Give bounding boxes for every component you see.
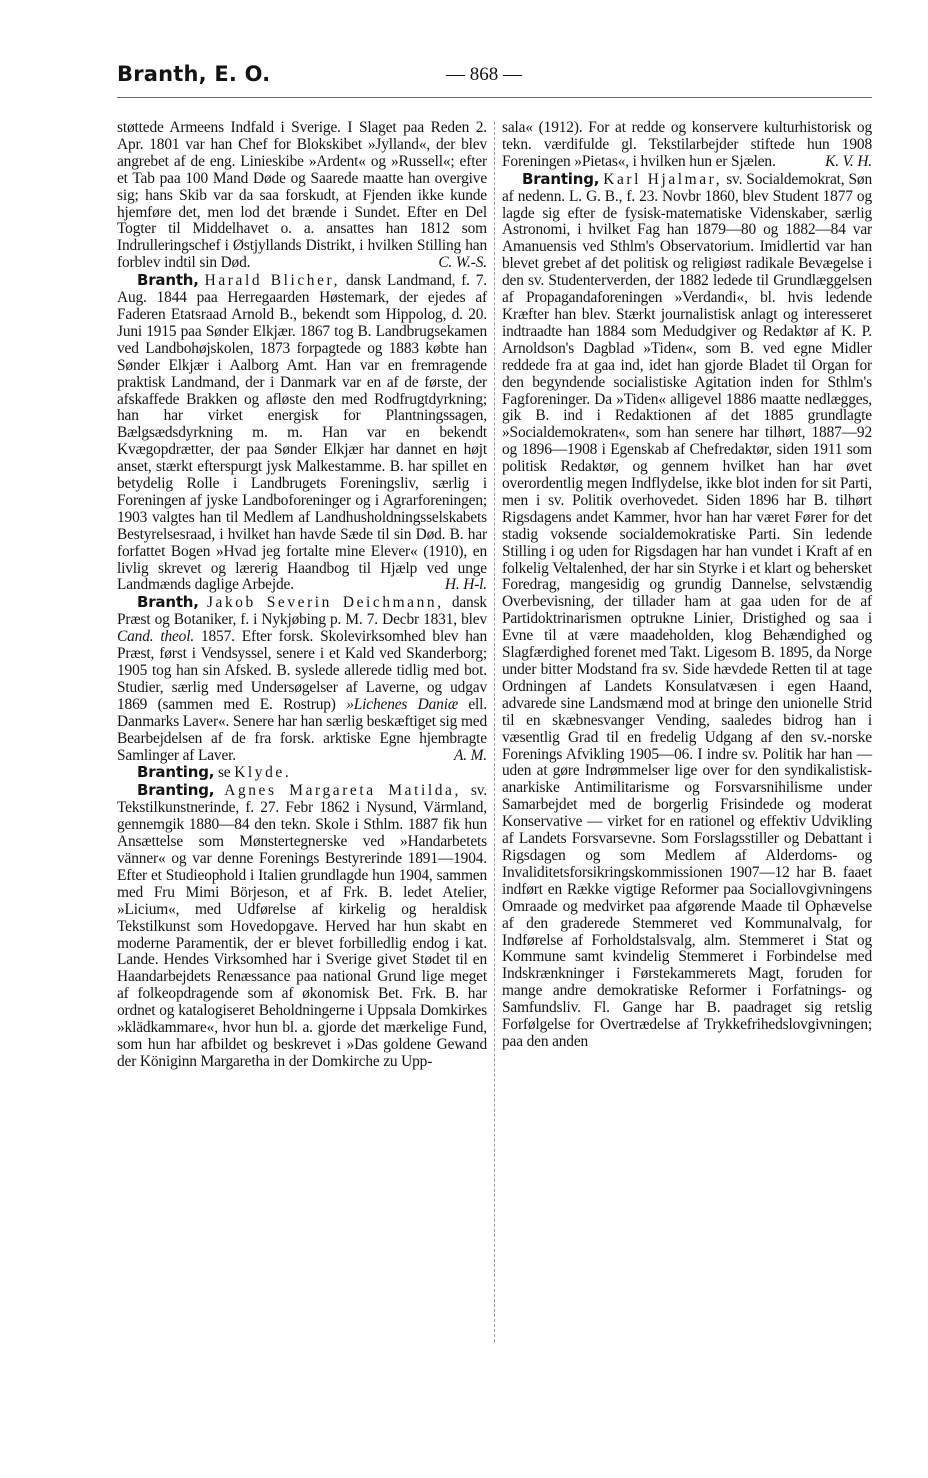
entry-text: sv. Tekstilkunstnerinde, f. 27. Febr 1862 i Nysund, Värmland, gennemgik 1880—84 den tekn. Skole i Sthlm. 1887 fik hun Ansættelse som Mønstertegnerske ved »Handarbetets vänner« og var denne Forenings Bestyrerinde 1891—1904. Efter et Studieophold i Italien grundlagde hun 1904, sammen med Fru Mimi Börjeson, et af Frk. B. ledet Atelier, »Licium«, med Udførelse af kirkelig og heraldisk Tekstilkunst som Hovedopgave. Herved har hun skabt en moderne Paramentik, der er blevet forbilledlig endog i kat. Lande. Hendes Virksomhed har i Sverige givet Stødet til en Haandarbejdets Renæssance paa national Grund lige meget af folkeopdragende som af økonomisk Bet. Frk. B. har ordnet og katalogiseret Beholdningerne i Uppsala Domkirkes »klädkammare«, hvor hun bl. a. gjorde det mærkelige Fund, som hun har afbildet og beskrevet i »Das goldene Gewand der Königinn Margaretha in der Domkirche zu Upp- bbox=[117, 782, 487, 1070]
entry-branting-hjalmar bbox=[502, 171, 872, 1051]
author-signature: C. W.-S. bbox=[438, 254, 487, 272]
entry-text: dansk Landmand, f. 7. Aug. 1844 paa Herregaarden Høstemark, der ejedes af Faderen Etatsraad Arnold B., bekendt som Hippolog, d. 20. Juni 1915 paa Sønder Elkjær. 1867 tog B. Landbrugsekamen ved Landbohøjskolen, 1873 forpagtede og 1883 købte han Sønder Elkjær i Aalborg Amt. Han var en fremragende praktisk Landmand, der i Danmark var en af de første, der afskaffede Brakken og afløste den med Rodfrugtdyrkning; han har virket energisk for Plantningssagen, Bælgsædsdyrkning m. m. Han var en bekendt Kvægopdrætter, der paa Sønder Elkjær har dannet en højt anset, stærkt efterspurgt jysk Malkestamme. B. har spillet en betydelig Rolle i Landbrugets Foreningsliv, særlig i Foreningen af jyske Landboforeninger og i Agrarforeningen; 1903 valgtes han til Medlem af Landhusholdningsselskabets Bestyrelsesraad, i hvilket han havde Sæde til sin Død. B. har forfattet Bogen »Hvad jeg fortalte mine Elever« (1910), en livlig skrevet og lærerig Haandbog til Hjælp ved unge Landmænds daglige Arbejde. bbox=[117, 272, 487, 594]
entry-text: sala« (1912). For at redde og konservere kulturhistorisk og tekn. værdifulde gl. Tekstilarbejder stiftede hun 1908 Foreningen »Pietas«, i hvilken hun er Sjælen. bbox=[502, 119, 872, 170]
entry-given-name: Harald Blicher, bbox=[204, 272, 341, 290]
entry-text: sv. Socialdemokrat, Søn af nedenn. L. G. B., f. 23. Novbr 1860, blev Student 1877 og lagde sig efter de fysisk-matematiske Videnskaber, særlig Astronomi, i hvilket Fag han 1879—80 og 1882—84 var Amanuensis ved Sthlm's Observatorium. Imidlertid var han blevet grebet af det politisk og religiøst radikale Bevægelse i den sv. Studenterverden, der 1882 ledede til Grundlæggelsen af Propagandaforeningen »Verdandi«, bl. hvis ledende Kræfter han blev. Stærkt journalistisk anlagt og interesseret indtraadte han 1884 som Medudgiver og Redaktør af K. P. Arnoldson's Dagblad »Tiden«, som B. ved egne Midler reddede fra at gaa ind, idet han gjorde Bladet til Organ for den begyndende socialistiske Agitation inden for Sthlm's Fagforeninger. Da »Tiden« alligevel 1886 maatte nedlægges, gik B. ind i Redaktionen af det 1885 grundlagte »Socialdemokraten«, som han senere har tilhørt, 1887—92 og 1896—1908 i Egenskab af Chefredaktør, siden 1911 som politisk Redaktør, og gennem hvilket han har øvet overordentlig megen Indflydelse, ikke blot inden for sit Parti, men i sv. Politik overhovedet. Siden 1896 har B. tilhørt Rigsdagens andet Kammer, hvor han har været Fører for det stadig voksende socialdemokratiske Parti. Sin ledende Stilling i og uden for Rigsdagen har han vundet i Kraft af en folkelig Veltalenhed, der har sin Styrke i et klart og behersket Foredrag, mangesidig og grundig Dannelse, selvstændig Overbevisning, der tillader ham at gaa uden for de af Partidoktrinarismen optrukne Linier, Dristighed og saa i Evne til at være maadeholden, klog Behændighed og Slagfærdighed forenet med Takt. Ligesom B. 1895, da Norge under bitter Modstand fra sv. Side hævdede Retten til at tage Ordningen af Landets Konsulatvæsen i egen Haand, advarede sine Landsmænd mod at bringe den unionelle Strid til en skæbnesvanger Vending, saaledes bidrog han i væsentlig Grad til en fredelig Udgang af den sv.-norske Forenings Afvikling 1905—06. I indre sv. Politik har han — uden at gøre Indrømmelser lige over for den syndikalistisk-anarkiske Antimilitarisme og Forsvarsnihilisme under Samarbejdet med de borgerlig Frisindede og moderat Konservative — virket for en rationel og effektiv Udvikling af Landets Forsvarsevne. Som Forslagsstiller og Debattant i Rigsdagen og som Medlem af Alderdoms- og Invaliditetsforsikringskommissionen 1907—12 har B. faaet indført en Række vigtige Reformer paa Sociallovgivningens Omraade og medvirket paa afgørende Maade til Ophævelse af den graderede Stemmeret ved Kommunalvalg, for Indførelse af Forholdstalsvalg, alm. Stemmeret i Stat og Kommune samt kvindelig Stemmeret i Forbindelse med Indskrænkninger i Førstekammerets Magt, foruden for mange andre demokratiske Reformer i Forfatnings- og Samfundsliv. Fl. Gange har B. paadraget sig retslig Forfølgelse for Overtrædelse af Trykkefrihedslovgivningen; paa den anden bbox=[502, 170, 872, 1050]
entry-headword: Branth, bbox=[137, 593, 199, 612]
entry-text: dansk Præst og Botaniker, f. i Nykjøbing p. M. 7. Decbr 1831, blev bbox=[117, 594, 487, 629]
entry-italic-text: »Lichenes Daniæ bbox=[346, 695, 458, 713]
left-column bbox=[117, 120, 487, 1071]
entry-continuation bbox=[117, 120, 487, 272]
column-divider bbox=[494, 122, 495, 1342]
entry-branth-harald bbox=[117, 272, 487, 594]
entry-italic-text: Cand. theol. bbox=[117, 628, 195, 646]
entry-branting-reference bbox=[117, 764, 487, 782]
right-column bbox=[502, 120, 872, 1051]
author-signature: K. V. H. bbox=[825, 152, 872, 170]
entry-text: ell. Danmarks Laver«. Senere har han særlig beskæftiget sig med Bearbejdelsen af de fra forsk. arktiske Egne hjembragte Samlinger af Laver. bbox=[117, 695, 487, 764]
page-header bbox=[0, 56, 928, 96]
entry-headword: Branth, bbox=[137, 271, 199, 290]
entry-continuation bbox=[502, 120, 872, 171]
entry-text: se bbox=[217, 764, 231, 782]
entry-given-name: Jakob Severin Deichmann, bbox=[206, 594, 444, 612]
entry-given-name: Karl Hjalmar, bbox=[603, 170, 723, 188]
author-signature: H. H-l. bbox=[444, 576, 487, 594]
entry-headword: Branting, bbox=[137, 781, 215, 800]
running-head: Branth, E. O. bbox=[117, 62, 271, 86]
entry-headword: Branting, bbox=[522, 169, 600, 188]
entry-text: støttede Armeens Indfald i Sverige. I Slaget paa Reden 2. Apr. 1801 var han Chef for Blokskibet »Jylland«, der blev angrebet af de eng. Linieskibe »Ardent« og »Russell«; efter et Tab paa 100 Mand Døde og Saarede maatte han overgive sig; hans Skib var da saa forskudt, at Fjenden ikke kunde hjemføre det, men lod det brænde i Sundet. Efter en Del Togter til Middelhavet o. a. ansattes han 1812 som Indrulleringschef i Østjyllands Distrikt, i hvilken Stilling han forblev indtil sin Død. bbox=[117, 119, 487, 272]
entry-branting-agnes bbox=[117, 782, 487, 1070]
entry-headword: Branting, bbox=[137, 763, 215, 782]
entry-given-name: Agnes Margareta Matilda, bbox=[224, 782, 461, 800]
header-rule bbox=[117, 97, 872, 98]
author-signature: A. M. bbox=[453, 746, 487, 764]
entry-branth-jakob bbox=[117, 594, 487, 764]
cross-reference: Klyde. bbox=[234, 764, 292, 782]
page-number: — 868 — bbox=[446, 64, 522, 85]
entry-text: 1857. Efter forsk. Skolevirksomhed blev han Præst, først i Vendsyssel, senere i et Kald ved Skanderborg; 1905 tog han sin Afsked. B. syslede allerede tidlig med bot. Studier, særlig med Undersøgelser af Laverne, og udgav 1869 (sammen med E. Rostrup) bbox=[117, 628, 487, 713]
